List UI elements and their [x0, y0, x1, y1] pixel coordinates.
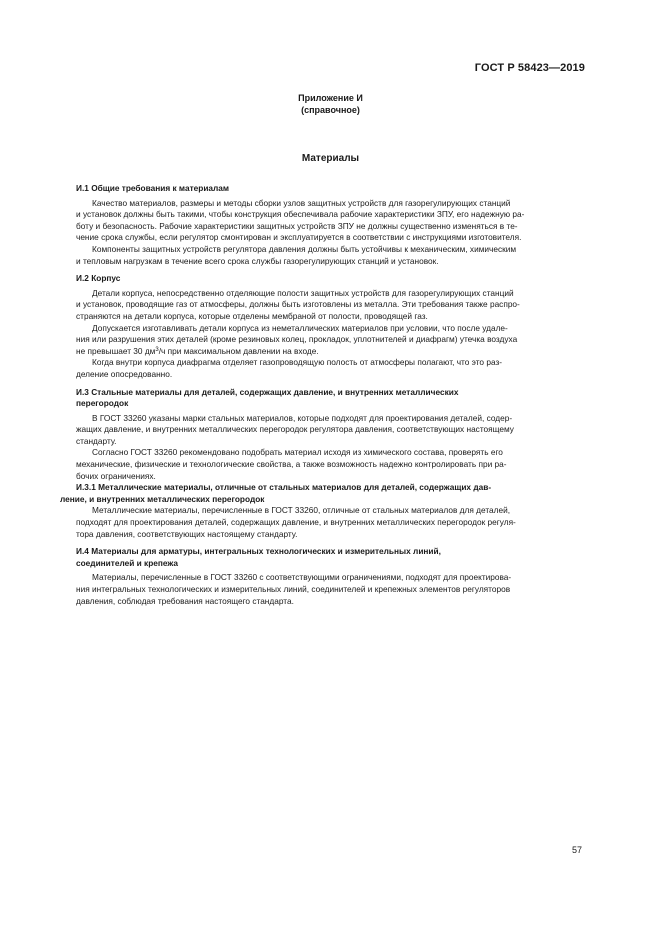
text-line: Допускается изготавливать детали корпуса из неметаллических материалов при условии, что после удале-: [92, 322, 508, 333]
paragraph: [76, 505, 580, 540]
superscript: 3: [155, 346, 159, 353]
paragraph: [76, 357, 580, 380]
text-line: деление опосредованно.: [76, 368, 173, 379]
text-line: стандарту.: [76, 435, 117, 446]
heading-line: перегородок: [76, 398, 129, 409]
section-heading-2: И.2 Корпус: [76, 273, 121, 284]
text-line: и тепловым нагрузкам в течение всего срока службы газорегулирующих станций и установок.: [76, 255, 439, 266]
paragraph: [76, 323, 580, 358]
text-line: ния интегральных технологических и измерительных линий, соединителей и крепежных элементов регуляторов: [76, 584, 511, 594]
text-line: бочих ограничениях.: [76, 470, 156, 481]
section-heading-4: [76, 546, 580, 569]
text-line: [76, 346, 580, 358]
text-line: страняются на детали корпуса, которые отделены мембраной от полости, проводящей газ.: [76, 310, 428, 321]
page-title: Материалы: [301, 153, 360, 164]
text-line: и установок, проводящие газ от атмосферы, должны быть изготовлены из металла. Эти требования также распро-: [76, 299, 520, 310]
text-line: Согласно ГОСТ 33260 рекомендовано подобрать материал исходя из химического состава, проверять его: [92, 447, 503, 458]
text-line: тора давления, соответствующих настоящему стандарту.: [76, 528, 298, 539]
paragraph: [76, 447, 580, 482]
heading-line: И.3 Стальные материалы для деталей, содержащих давление, и внутренних металлических: [76, 386, 459, 397]
document-body: [60, 183, 580, 607]
paragraph: [76, 198, 580, 244]
paragraph: [76, 572, 580, 607]
text-line: Детали корпуса, непосредственно отделяющие полости защитных устройств для газорегулирующих станций: [92, 287, 514, 298]
appendix-label: Приложение И: [298, 93, 363, 103]
text-run: /ч при максимальном давлении на входе.: [158, 345, 319, 356]
section-heading-3-1: [60, 482, 580, 505]
text-line: Когда внутри корпуса диафрагма отделяет газопроводящую полость от атмосферы полагают, что это раз-: [92, 357, 503, 368]
text-line: Металлические материалы, перечисленные в ГОСТ 33260, отличные от стальных материалов для деталей,: [92, 505, 511, 516]
heading-line: И.4 Материалы для арматуры, интегральных технологических и измерительных линий,: [76, 546, 441, 557]
text-line: давления, соблюдая требования настоящего стандарта.: [76, 595, 294, 606]
text-line: Материалы, перечисленные в ГОСТ 33260 с соответствующими ограничениями, подходят для проектирова-: [92, 572, 512, 583]
text-line: и установок должны быть такими, чтобы конструкция обеспечивала рабочие характеристики ЗПУ, его надежную ра-: [76, 209, 525, 220]
text-line: механические, физические и технологические свойства, а также возможность надежно контролировать при ра-: [76, 459, 507, 470]
text-line: подходят для проектирования деталей, содержащих давление, и внутренних металлических перегородок регуля-: [76, 517, 516, 528]
text-line: Компоненты защитных устройств регулятора давления должны быть устойчивы к механическим, химическим: [92, 243, 517, 254]
section-heading-1: И.1 Общие требования к материалам: [76, 183, 230, 193]
text-line: Качество материалов, размеры и методы сборки узлов защитных устройств для газорегулирующих станций: [92, 197, 511, 208]
paragraph: [76, 244, 580, 267]
appendix-heading: [0, 92, 661, 116]
text-line: жащих давление, и внутренних металлических перегородок регулятора давления, соответствующих настоящему: [76, 424, 514, 435]
page-number: 57: [571, 845, 582, 855]
text-run: не превышает 30 дм: [76, 345, 156, 356]
text-line: В ГОСТ 33260 указаны марки стальных материалов, которые подходят для проектирования деталей, содер-: [92, 412, 513, 423]
section-heading-3: [76, 387, 580, 410]
appendix-type: (справочное): [301, 105, 360, 115]
paragraph: [76, 413, 580, 448]
text-line: чение срока службы, если регулятор смонтирован и эксплуатируется в соответствии с инструкциями изготовителя.: [76, 232, 522, 243]
text-line: ния или разрушения этих деталей (кроме резиновых колец, прокладок, уплотнителей и диафрагм) утечка воздуха: [76, 334, 518, 345]
heading-line: И.3.1 Металлические материалы, отличные от стальных материалов для деталей, содержащих дав-: [76, 482, 492, 493]
paragraph: [76, 288, 580, 323]
heading-line: соединителей и крепежа: [76, 557, 178, 568]
heading-line: ление, и внутренних металлических перегородок: [60, 493, 265, 504]
standard-code: ГОСТ Р 58423—2019: [474, 62, 585, 74]
text-line: боту и безопасность. Рабочие характеристики защитных устройств ЗПУ не должны существенно изменяться в те-: [76, 220, 518, 231]
